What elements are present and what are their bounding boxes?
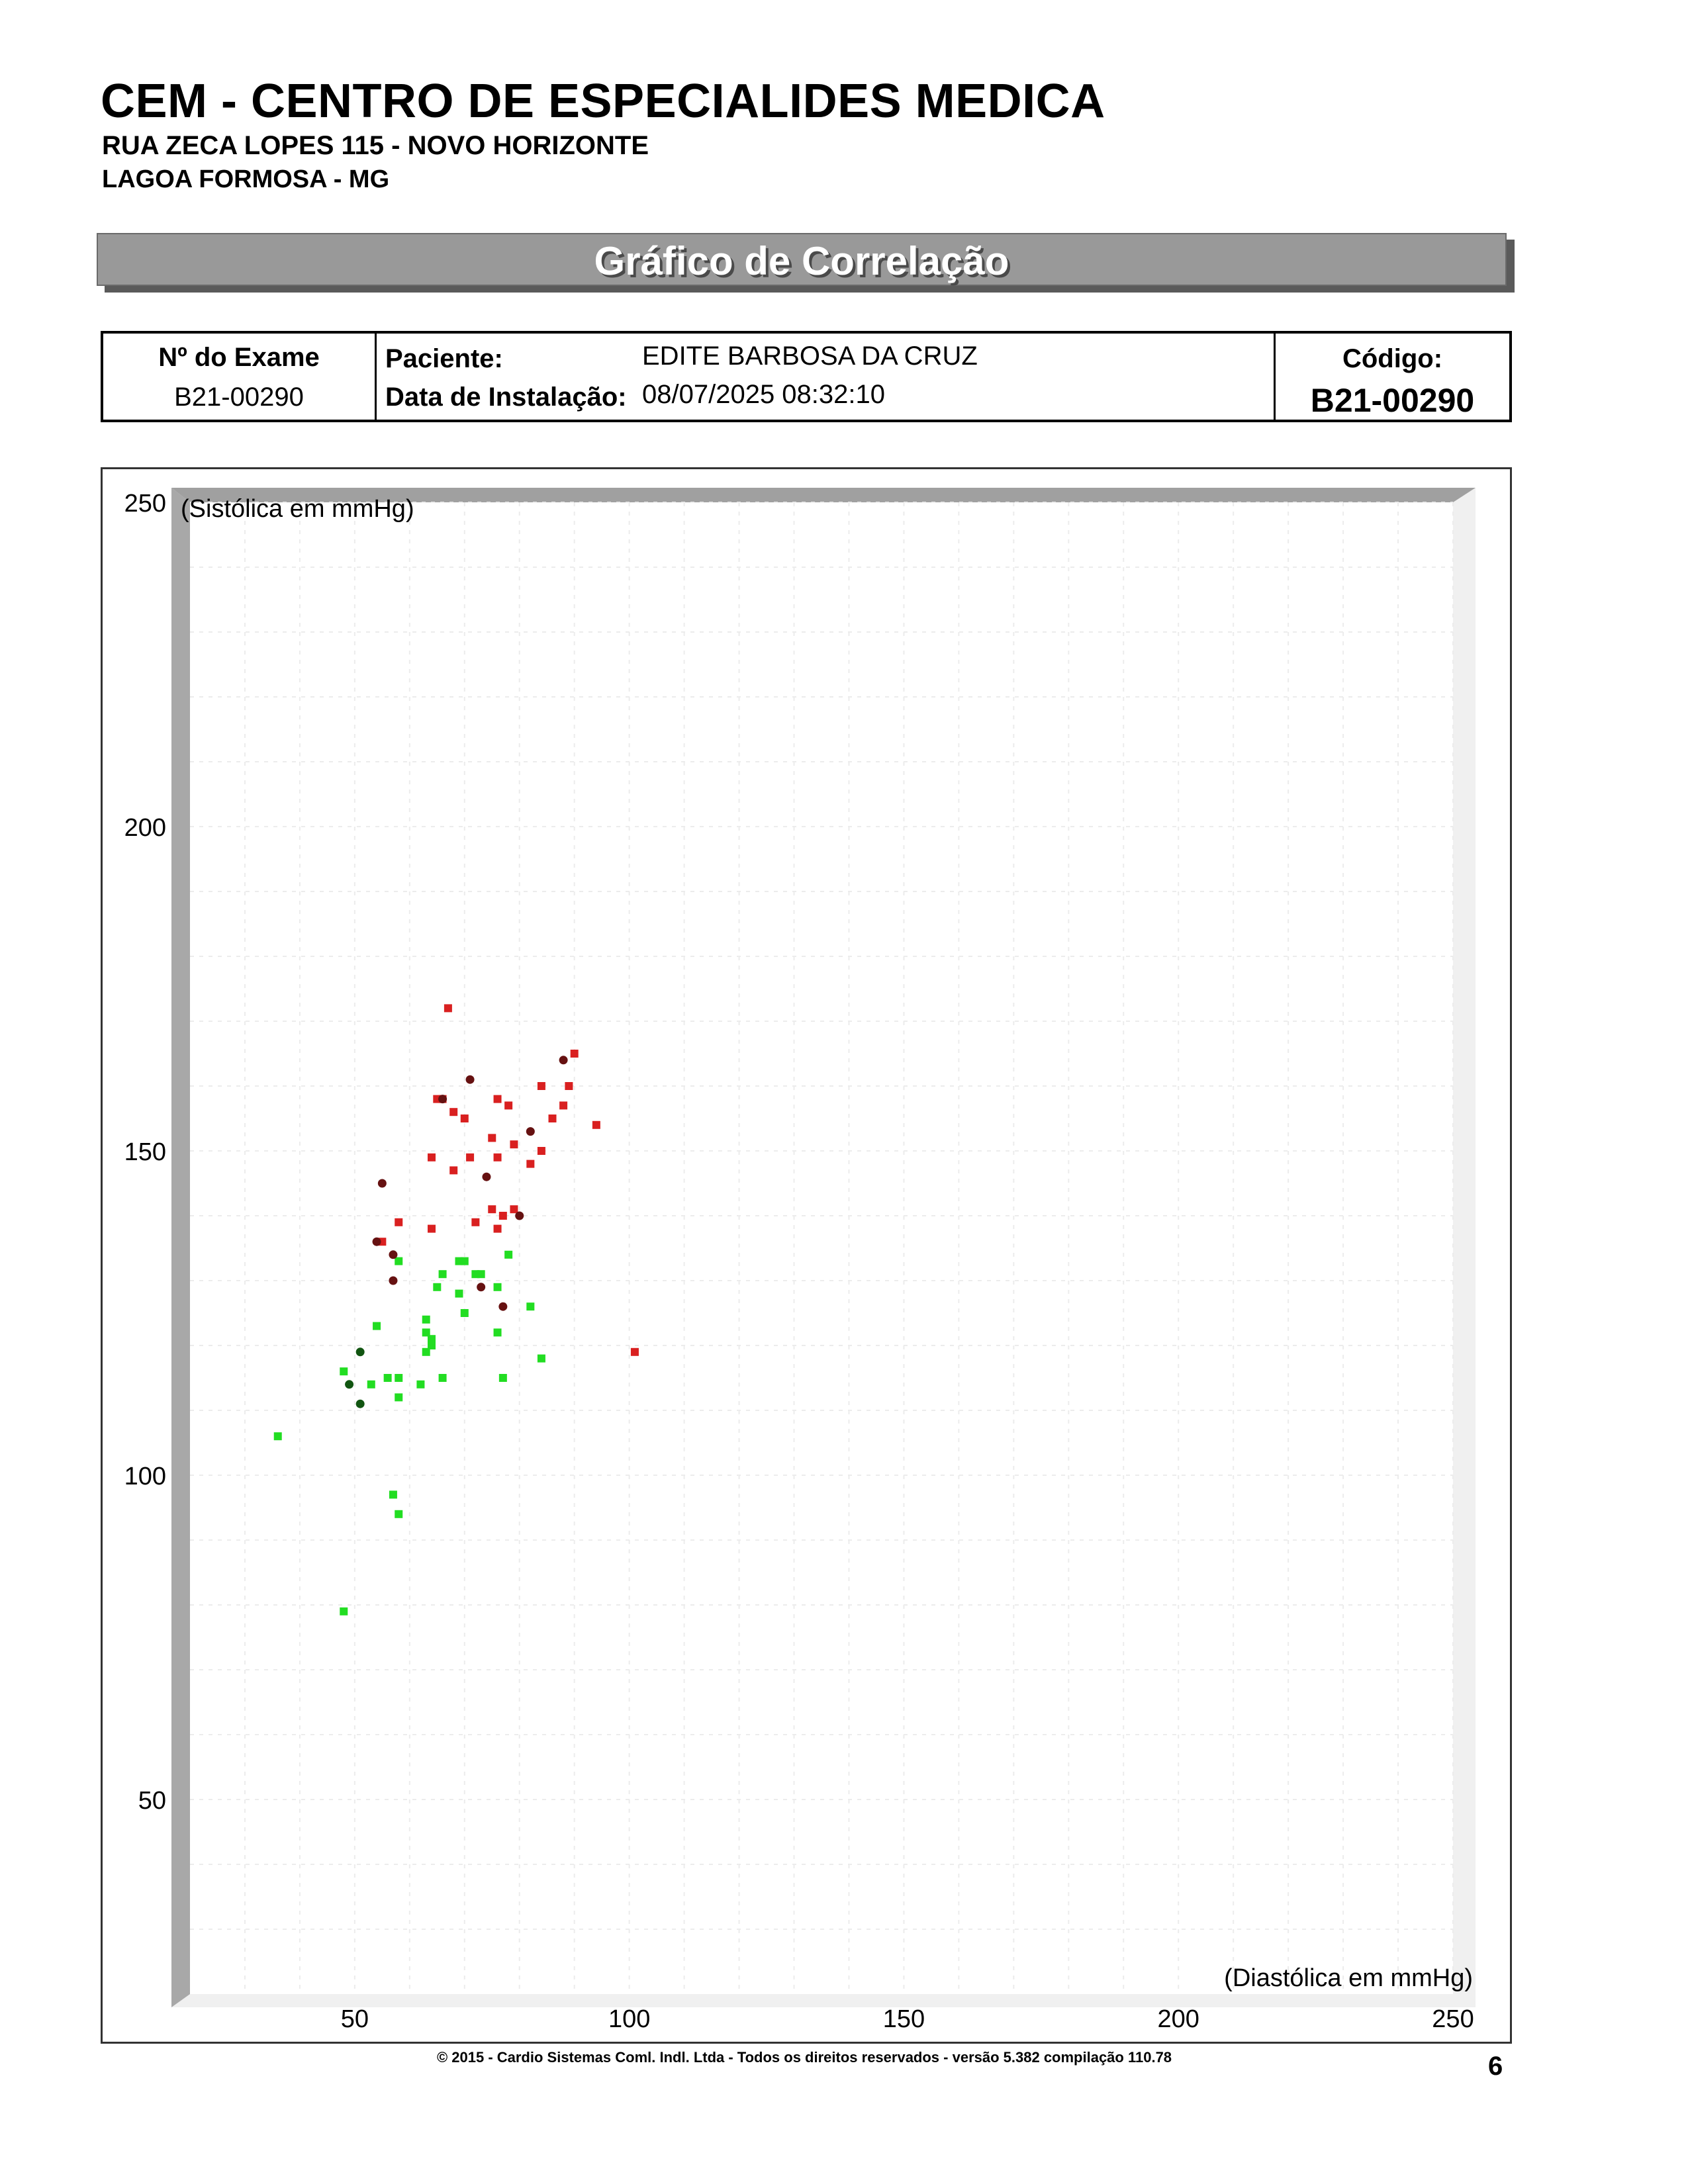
y-tick-label: 250 [124, 490, 166, 518]
code-value: B21-00290 [1310, 382, 1475, 419]
y-tick-label: 100 [124, 1463, 166, 1490]
data-point-square [389, 1490, 397, 1498]
data-point-circle [466, 1075, 475, 1084]
title-banner [97, 233, 1507, 286]
patient-label: Paciente: [385, 344, 503, 373]
data-point-square [422, 1316, 430, 1324]
data-point-square [559, 1101, 567, 1109]
data-point-square [592, 1121, 600, 1129]
y-axis-label: (Sistólica em mmHg) [181, 495, 414, 523]
y-tick-label: 50 [138, 1787, 166, 1815]
y-tick-label: 150 [124, 1138, 166, 1166]
data-point-square [494, 1283, 502, 1291]
data-point-square [538, 1147, 545, 1155]
data-point-square [466, 1154, 474, 1161]
data-point-circle [515, 1212, 524, 1220]
data-point-circle [389, 1277, 397, 1285]
clinic-address: RUA ZECA LOPES 115 - NOVO HORIZONTE [102, 131, 649, 160]
data-point-square [510, 1140, 518, 1148]
clinic-city: LAGOA FORMOSA - MG [102, 165, 390, 193]
data-point-square [340, 1608, 348, 1615]
x-tick-label: 50 [340, 2005, 369, 2033]
data-point-square [428, 1225, 436, 1233]
install-date-label: Data de Instalação: [385, 383, 627, 412]
data-point-circle [356, 1347, 365, 1356]
install-date-value: 08/07/2025 08:32:10 [642, 380, 886, 409]
data-point-circle [373, 1238, 381, 1246]
data-point-square [384, 1374, 392, 1382]
data-point-square [439, 1270, 447, 1278]
data-point-square [340, 1367, 348, 1375]
data-point-square [395, 1393, 402, 1401]
data-point-square [504, 1101, 512, 1109]
patient-value: EDITE BARBOSA DA CRUZ [642, 341, 978, 371]
data-point-square [631, 1348, 639, 1356]
data-point-square [422, 1348, 430, 1356]
exam-number-label: Nº do Exame [158, 343, 320, 372]
copyright-footer: © 2015 - Cardio Sistemas Coml. Indl. Ltda - Todos os direitos reservados - versão 5.382 compilação 110.78 [436, 2049, 1172, 2066]
data-point-square [504, 1251, 512, 1259]
data-point-circle [378, 1179, 387, 1188]
exam-number-value: B21-00290 [174, 383, 304, 412]
data-point-square [439, 1374, 447, 1382]
data-point-square [444, 1004, 452, 1012]
data-point-circle [482, 1173, 491, 1181]
data-point-square [367, 1381, 375, 1388]
info-divider [375, 334, 377, 420]
clinic-name: CEM - CENTRO DE ESPECIALIDES MEDICA [101, 75, 1105, 128]
data-point-circle [438, 1095, 447, 1103]
data-point-square [477, 1270, 485, 1278]
data-point-square [565, 1082, 573, 1090]
data-point-square [449, 1166, 457, 1174]
data-point-circle [526, 1127, 535, 1136]
data-point-circle [498, 1302, 507, 1311]
data-point-square [526, 1160, 534, 1168]
x-tick-label: 150 [882, 2005, 925, 2033]
data-point-circle [345, 1380, 353, 1388]
y-tick-label: 200 [124, 814, 166, 842]
data-point-square [494, 1328, 502, 1336]
data-point-square [428, 1154, 436, 1161]
exam-info-box [101, 331, 1512, 422]
data-point-circle [559, 1056, 568, 1064]
data-point-circle [477, 1283, 485, 1291]
data-point-square [538, 1082, 545, 1090]
data-point-square [494, 1225, 502, 1233]
data-point-square [274, 1432, 282, 1440]
x-tick-label: 200 [1157, 2005, 1199, 2033]
data-point-square [395, 1257, 402, 1265]
data-point-square [571, 1050, 579, 1058]
chart-canvas [103, 469, 1510, 2042]
data-point-circle [389, 1250, 397, 1259]
banner-title: Gráfico de Correlação [594, 239, 1009, 283]
data-point-square [471, 1218, 479, 1226]
data-point-square [395, 1510, 402, 1518]
data-point-square [488, 1205, 496, 1213]
data-point-square [395, 1374, 402, 1382]
data-point-circle [356, 1400, 365, 1408]
data-point-square [416, 1381, 424, 1388]
data-point-square [526, 1302, 534, 1310]
data-point-square [549, 1115, 557, 1122]
data-point-square [499, 1374, 507, 1382]
data-point-square [461, 1309, 469, 1317]
data-point-square [449, 1108, 457, 1116]
data-point-square [488, 1134, 496, 1142]
data-point-square [373, 1322, 381, 1330]
data-point-square [455, 1290, 463, 1298]
correlation-chart [101, 467, 1512, 2044]
data-point-square [494, 1154, 502, 1161]
data-point-square [433, 1283, 441, 1291]
x-tick-label: 250 [1432, 2005, 1474, 2033]
page-number: 6 [1488, 2052, 1503, 2081]
data-point-square [510, 1205, 518, 1213]
x-tick-label: 100 [608, 2005, 651, 2033]
data-point-square [499, 1212, 507, 1220]
data-point-square [494, 1095, 502, 1103]
x-axis-label: (Diastólica em mmHg) [1224, 1964, 1473, 1992]
data-point-square [461, 1257, 469, 1265]
data-point-square [461, 1115, 469, 1122]
code-label: Código: [1342, 344, 1443, 373]
data-point-square [395, 1218, 402, 1226]
data-point-square [538, 1355, 545, 1363]
